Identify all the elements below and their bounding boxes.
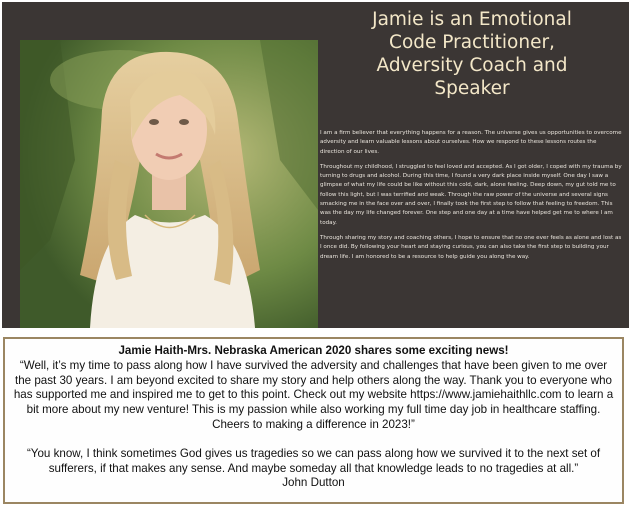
headline-line-2: Code Practitioner,: [389, 32, 555, 53]
portrait-illustration: [20, 40, 318, 328]
headline-line-4: Speaker: [434, 78, 510, 99]
headline-line-1: Jamie is an Emotional: [372, 9, 572, 30]
quote-attribution: John Dutton: [282, 476, 345, 490]
announcement-title: Jamie Haith-Mrs. Nebraska American 2020 shares some exciting news!: [118, 344, 509, 357]
portrait-photo: [20, 40, 318, 328]
bio-paragraph-1: I am a firm believer that everything happens for a reason. The universe gives us opportunities to overcome adversity and learn valuable lessons about ourselves. How we respond to these lessons routes the direction of our lives.: [320, 130, 622, 155]
bio-paragraph-2: Throughout my childhood, I struggled to feel loved and accepted. As I got older, I coped with my trauma by turning to drugs and alcohol. During this time, I found a very dark place inside myself. One day I saw a glimpse of what my life could be like without this cold, dark, alone feeling. Deep down, my gut told me to follow this light, but I was terrified and weak. Through the raw power of the universe and several signs smacking me in the face over and over, I finally took the first step to follow that feeling to freedom. This was the day my life changed forever. One step and one day at a time have helped get me to where I am today.: [320, 163, 622, 226]
john-dutton-quote: “You know, I think sometimes God gives us tragedies so we can pass along how we survived it to the next set of sufferers, if that makes any sense. And maybe someday all that knowledge leads to no tragedies at all.”: [26, 446, 601, 475]
announcement-quote: “Well, it’s my time to pass along how I have survived the adversity and challenges that have been given to me over the past 30 years. I am beyond excited to share my story and help others along the way. Thank you to everyone who has supported me and inspired me to get to this point. Check out my website https://www.jamiehaithllc.com to learn a bit more about my new venture! This is my passion while also working my full time day job in healthcare staffing. Cheers to making a difference in 2023!”: [13, 358, 614, 431]
bio-paragraph-3: Through sharing my story and coaching others, I hope to ensure that no one ever feels as alone and lost as I once did. By following your heart and staying curious, you can also take the first step to building your dream life. I am honored to be a resource to help guide you along the way.: [320, 234, 622, 260]
bio-text: [320, 129, 622, 268]
profile-panel: [2, 2, 629, 328]
announcement-box: [3, 337, 624, 504]
headline: [328, 8, 616, 100]
headline-line-3: Adversity Coach and: [376, 55, 568, 76]
